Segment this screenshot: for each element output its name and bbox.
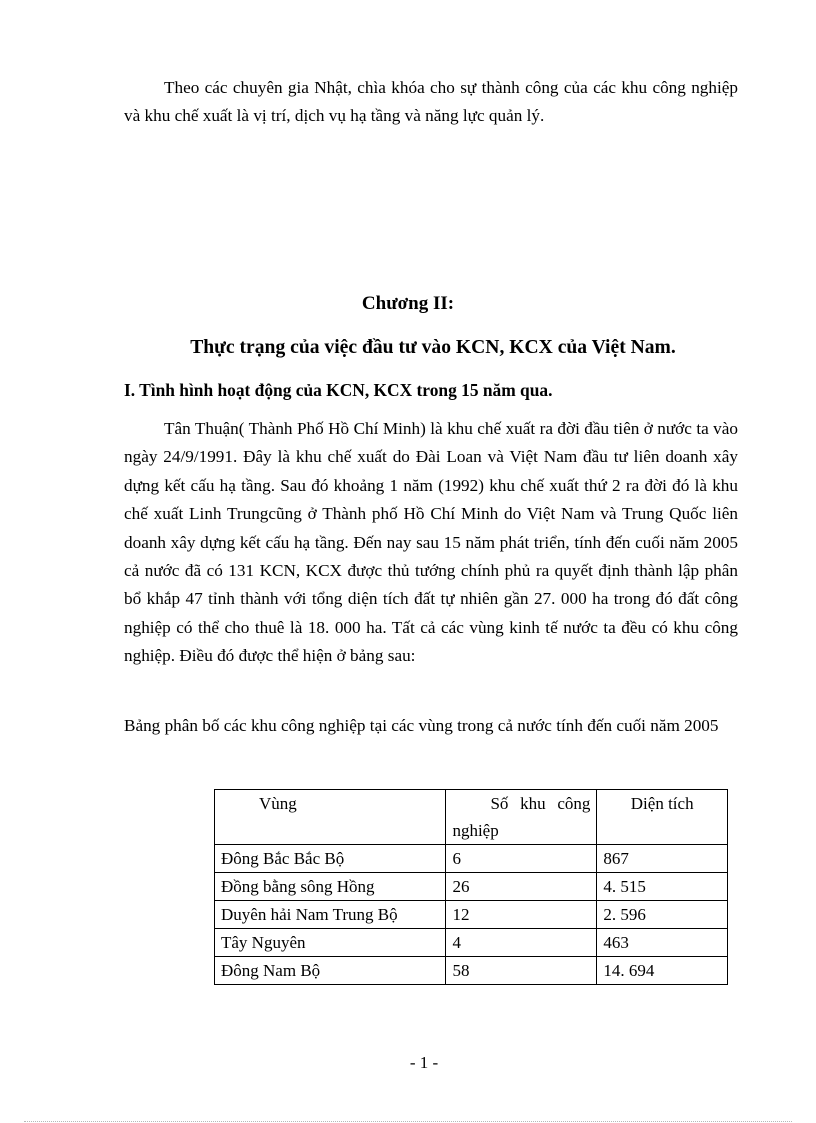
- table-cell-count: 58: [446, 957, 597, 985]
- table-header-row: [215, 790, 728, 845]
- table-header-count: [446, 790, 597, 845]
- footer-divider: [24, 1121, 792, 1122]
- table-cell-area: 14. 694: [597, 957, 728, 985]
- table-cell-area: 463: [597, 929, 728, 957]
- distribution-table-wrapper: [214, 789, 728, 985]
- table-cell-area: 2. 596: [597, 901, 728, 929]
- table-header-count-text: Số khu công nghiệp: [452, 794, 591, 840]
- page-number: - 1 -: [409, 1053, 439, 1072]
- chapter-subtitle: Thực trạng của việc đầu tư vào KCN, KCX của Việt Nam.: [190, 337, 676, 358]
- table-row: [215, 901, 728, 929]
- table-row: [215, 957, 728, 985]
- table-row: [215, 929, 728, 957]
- table-cell-count: 6: [446, 845, 597, 873]
- table-cell-count: 12: [446, 901, 597, 929]
- chapter-title: Chương II:: [361, 293, 455, 314]
- table-header-region: Vùng: [215, 790, 446, 845]
- table-cell-area: 867: [597, 845, 728, 873]
- table-header-area: Diện tích: [597, 790, 728, 845]
- section-heading: I. Tình hình hoạt động của KCN, KCX trong 15 năm qua.: [124, 380, 553, 400]
- table-cell-count: 4: [446, 929, 597, 957]
- table-cell-region: Tây Nguyên: [215, 929, 446, 957]
- history-paragraph: Tân Thuận( Thành Phố Hồ Chí Minh) là khu chế xuất ra đời đầu tiên ở nước ta vào ngày 24/9/1991. Đây là khu chế xuất do Đài Loan và Việt Nam đầu tư liên doanh xây dựng kết cấu hạ tầng. Sau đó khoảng 1 năm (1992) khu chế xuất thứ 2 ra đời đó là khu chế xuất Linh Trungcũng ở Thành phố Hồ Chí Minh do Việt Nam và Trung Quốc liên doanh xây dựng kết cấu hạ tầng. Đến nay sau 15 năm phát triển, tính đến cuối năm 2005 cả nước đã có 131 KCN, KCX được thủ tướng chính phủ ra quyết định thành lập phân bổ khắp 47 tỉnh thành với tổng diện tích đất tự nhiên gần 27. 000 ha trong đó đất công nghiệp có thể cho thuê là 18. 000 ha. Tất cả các vùng kinh tế nước ta đều có khu công nghiệp. Điều đó được thể hiện ở bảng sau:: [124, 419, 738, 666]
- table-cell-count: 26: [446, 873, 597, 901]
- table-cell-region: Đông Bắc Bắc Bộ: [215, 845, 446, 873]
- table-cell-region: Đông Nam Bộ: [215, 957, 446, 985]
- table-cell-region: Duyên hải Nam Trung Bộ: [215, 901, 446, 929]
- intro-paragraph: Theo các chuyên gia Nhật, chìa khóa cho sự thành công của các khu công nghiệp và khu chế xuất là vị trí, dịch vụ hạ tầng và năng lực quản lý.: [124, 78, 738, 126]
- distribution-table: [214, 789, 728, 985]
- table-caption: Bảng phân bố các khu công nghiệp tại các vùng trong cả nước tính đến cuối năm 2005: [124, 716, 719, 735]
- table-cell-region: Đồng bằng sông Hồng: [215, 873, 446, 901]
- table-row: [215, 873, 728, 901]
- table-row: [215, 845, 728, 873]
- table-cell-area: 4. 515: [597, 873, 728, 901]
